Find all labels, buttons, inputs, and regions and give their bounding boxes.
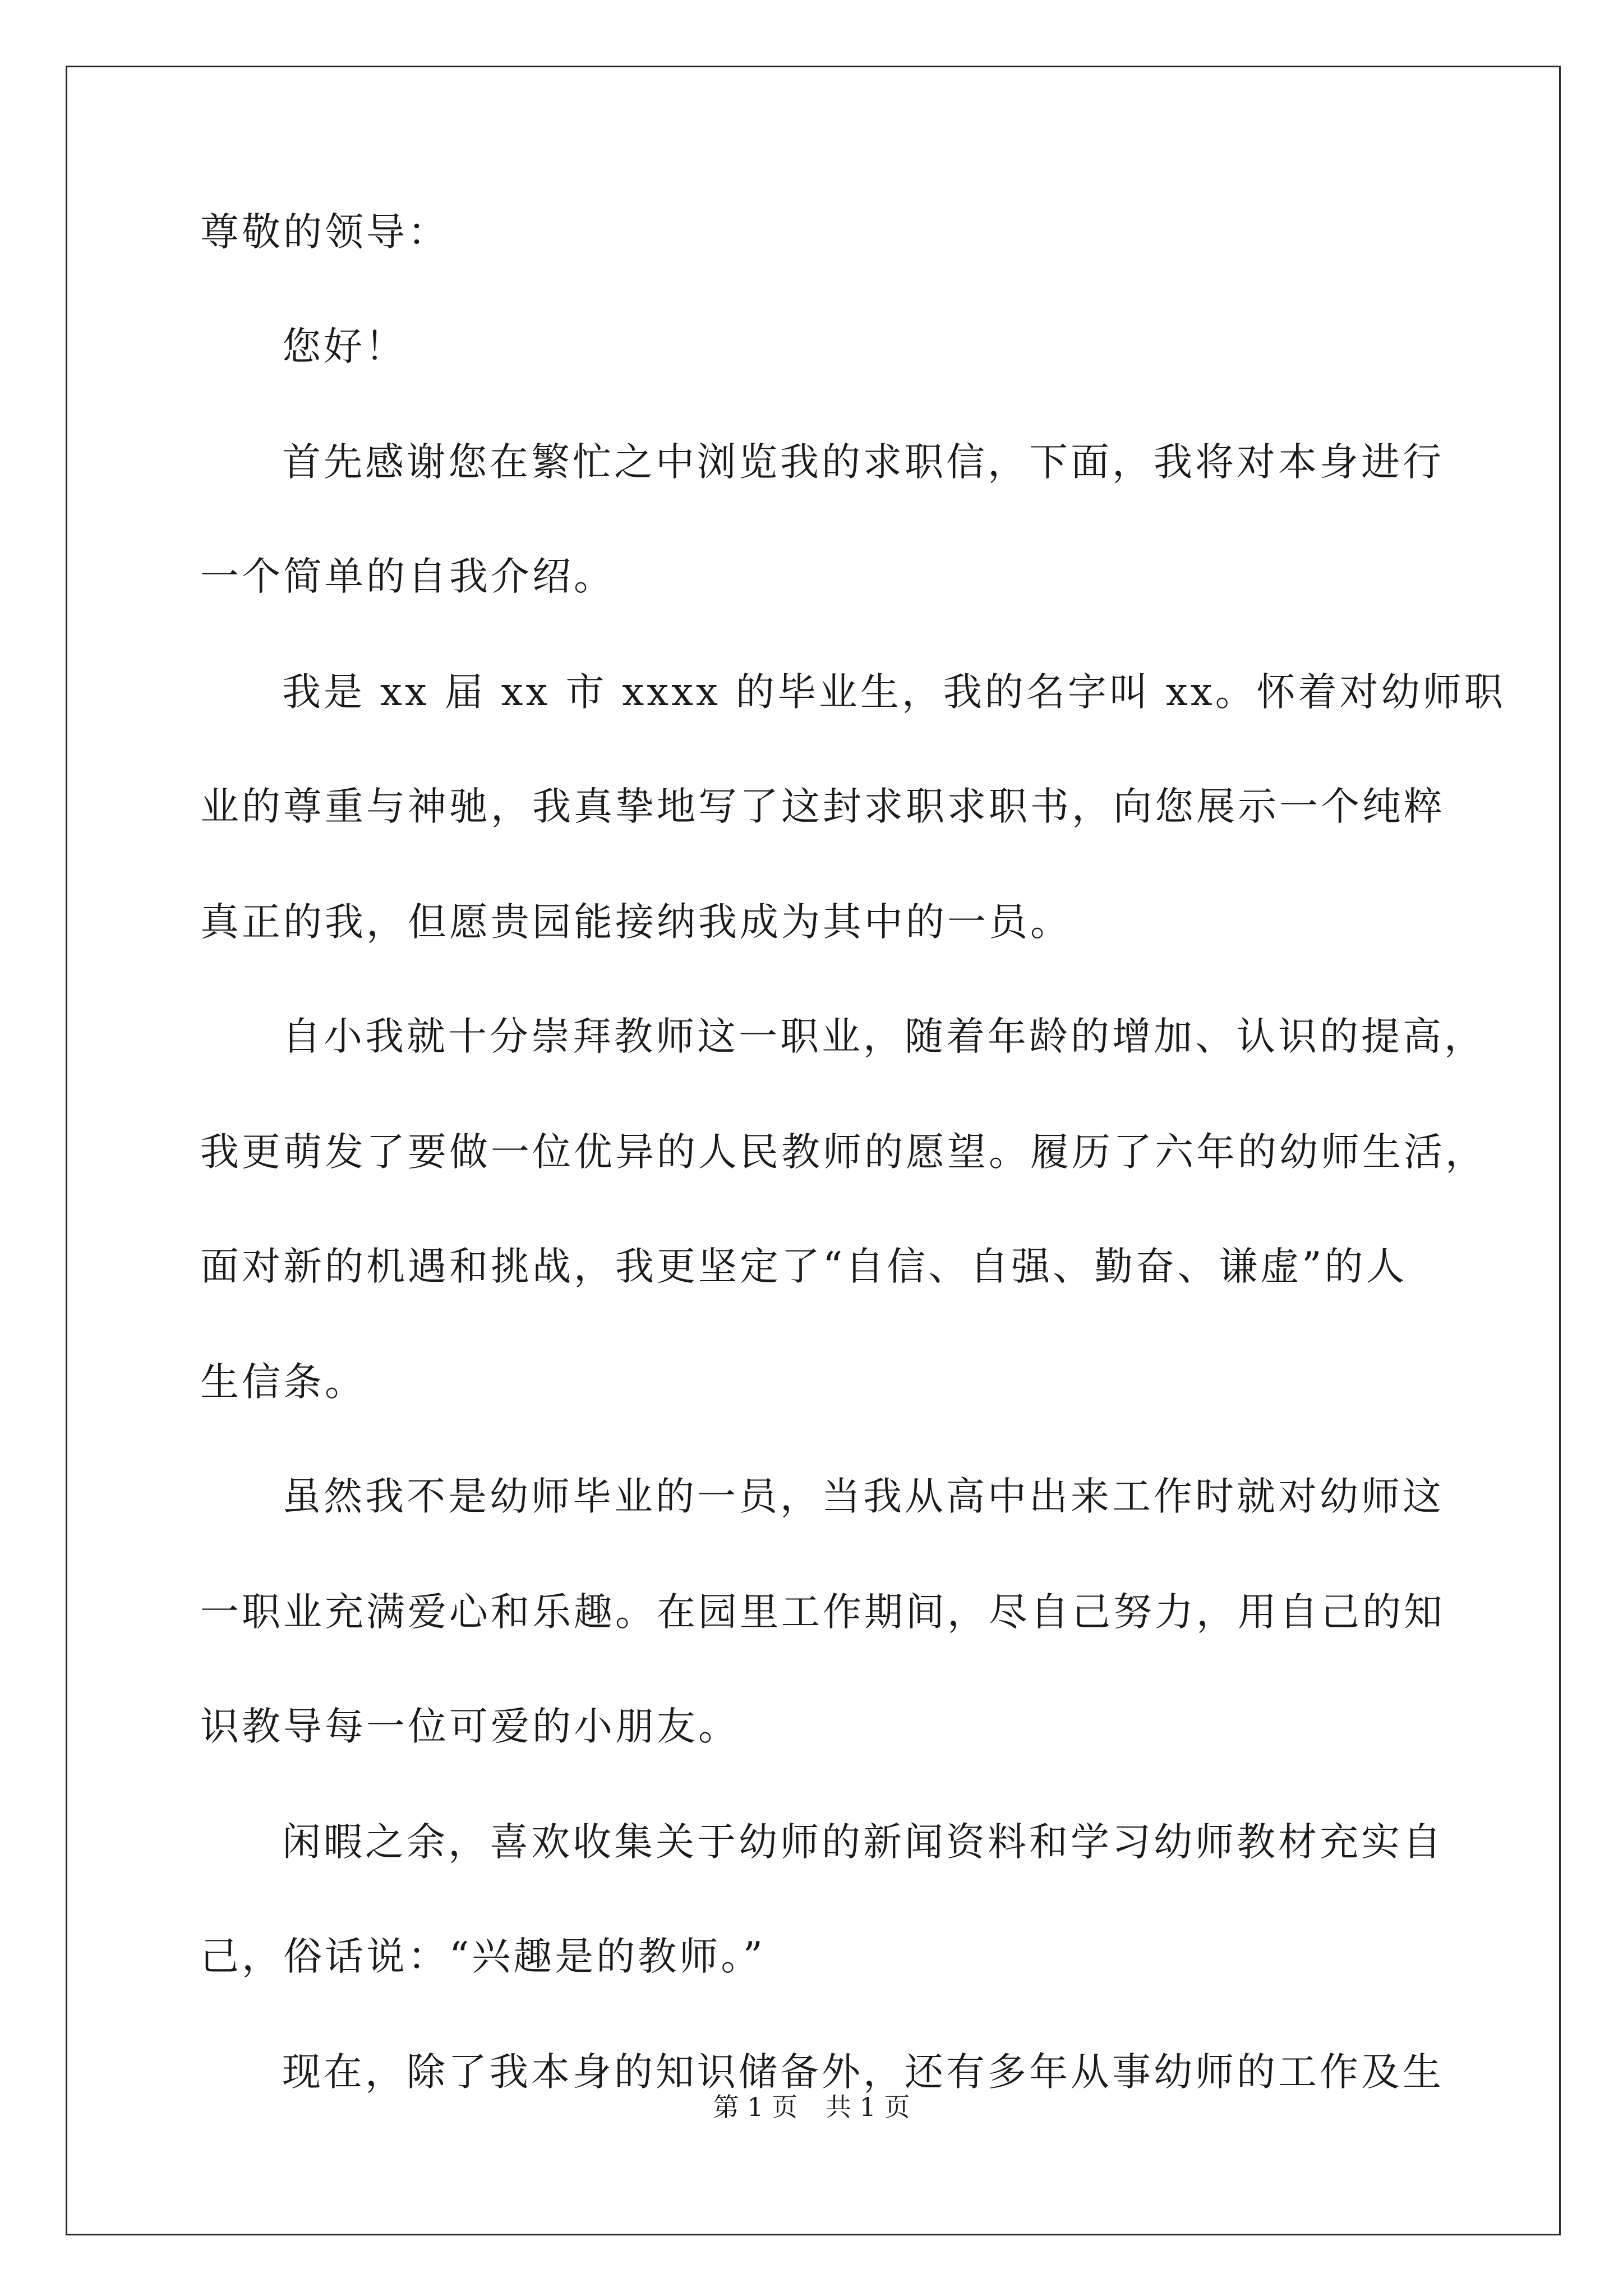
paragraph-line: 闲暇之余，喜欢收集关于幼师的新闻资料和学习幼师教材充实自 [282, 1820, 1444, 1865]
paragraph-line: 我是 xx 届 xx 市 xxxx 的毕业生，我的名字叫 xx。怀着对幼师职 [282, 670, 1506, 715]
paragraph-line: 生信条。 [200, 1360, 366, 1405]
paragraph-line: 虽然我不是幼师毕业的一员，当我从高中出来工作时就对幼师这 [282, 1474, 1444, 1519]
paragraph-line: 识教导每一位可爱的小朋友。 [200, 1704, 740, 1749]
page-number: 第 1 页 [713, 2092, 797, 2122]
paragraph-line: 现在，除了我本身的知识储备外，还有多年从事幼师的工作及生 [282, 2050, 1444, 2095]
paragraph-line: 自小我就十分崇拜教师这一职业，随着年龄的增加、认识的提高， [282, 1014, 1486, 1059]
paragraph-line: 己，俗话说：“兴趣是的教师。” [200, 1934, 766, 1979]
page-footer [0, 2094, 1623, 2120]
paragraph-line: 一个简单的自我介绍。 [200, 554, 615, 599]
paragraph-line: 面对新的机遇和挑战，我更坚定了“自信、自强、勤奋、谦虚”的人 [200, 1244, 1408, 1289]
paragraph-line: 业的尊重与神驰，我真挚地写了这封求职求职书，向您展示一个纯粹 [200, 784, 1445, 829]
paragraph-line: 一职业充满爱心和乐趣。在园里工作期间，尽自己努力，用自己的知 [200, 1590, 1445, 1635]
page-total: 共 1 页 [826, 2092, 910, 2122]
salutation: 尊敬的领导： [200, 210, 449, 255]
paragraph-line: 真正的我，但愿贵园能接纳我成为其中的一员。 [200, 900, 1072, 945]
paragraph-line: 我更萌发了要做一位优异的人民教师的愿望。履历了六年的幼师生活， [200, 1130, 1487, 1175]
paragraph-line: 首先感谢您在繁忙之中浏览我的求职信，下面，我将对本身进行 [282, 440, 1444, 485]
greeting: 您好！ [282, 324, 407, 369]
